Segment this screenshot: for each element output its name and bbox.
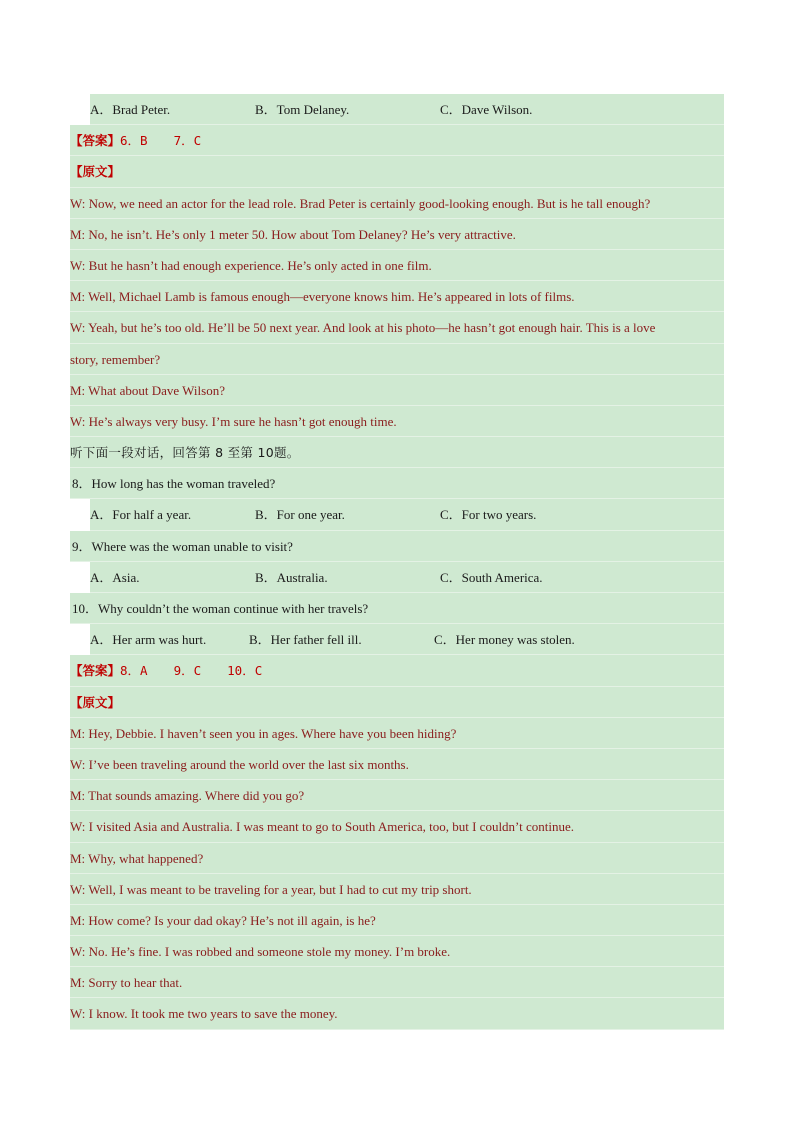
dialogue-line: M: That sounds amazing. Where did you go? — [70, 780, 724, 811]
answer-tag: 【答案】 — [70, 133, 121, 149]
dialogue-line: W: But he hasn’t had enough experience. He’s only acted in one film. — [70, 250, 724, 281]
answer-item: 10．C — [227, 663, 263, 679]
transcript-tag: 【原文】 — [70, 694, 121, 710]
content-area — [70, 94, 724, 1030]
option-c: C．Dave Wilson. — [440, 102, 533, 117]
answer-tag: 【答案】 — [70, 663, 121, 679]
answer-item: 7．C — [173, 133, 202, 149]
dialogue-line: W: Well, I was meant to be traveling for a year, but I had to cut my trip short. — [70, 874, 724, 905]
option-b: B．Australia. — [255, 569, 328, 585]
dialogue-line: W: Now, we need an actor for the lead role. Brad Peter is certainly good-looking enough. But is he tall enough? — [70, 188, 724, 219]
dialogue-line: W: He’s always very busy. I’m sure he hasn’t got enough time. — [70, 406, 724, 437]
section-instruction: 听下面一段对话，回答第 8 至第 10题。 — [70, 437, 724, 468]
option-c: C．Her money was stolen. — [434, 632, 575, 648]
options-row-q10 — [90, 624, 724, 655]
dialogue-line: W: I visited Asia and Australia. I was meant to go to South America, too, but I couldn’t continue. — [70, 811, 724, 842]
answer-item: 9．C — [173, 663, 202, 679]
transcript-heading-1 — [70, 156, 724, 187]
dialogue-line: story, remember? — [70, 344, 724, 375]
dialogue-line: M: How come? Is your dad okay? He’s not ill again, is he? — [70, 905, 724, 936]
option-a: A．Brad Peter. — [90, 102, 171, 117]
transcript-tag: 【原文】 — [70, 164, 121, 180]
option-a: A．For half a year. — [90, 507, 192, 523]
option-c: C．For two years. — [440, 507, 537, 523]
option-a: A．Asia. — [90, 569, 140, 585]
question-10: 10．Why couldn’t the woman continue with her travels? — [70, 593, 724, 624]
options-row-q8 — [90, 499, 724, 530]
question-9: 9．Where was the woman unable to visit? — [70, 531, 724, 562]
dialogue-line: W: Yeah, but he’s too old. He’ll be 50 next year. And look at his photo—he hasn’t got enough hair. This is a love — [70, 312, 724, 343]
dialogue-line: M: No, he isn’t. He’s only 1 meter 50. How about Tom Delaney? He’s very attractive. — [70, 219, 724, 250]
option-b: B．Her father fell ill. — [249, 632, 362, 648]
question-8: 8．How long has the woman traveled? — [70, 468, 724, 499]
option-b: B．Tom Delaney. — [255, 102, 350, 117]
dialogue-line: W: No. He’s fine. I was robbed and someone stole my money. I’m broke. — [70, 936, 724, 967]
transcript-heading-2 — [70, 687, 724, 718]
dialogue-line: M: Sorry to hear that. — [70, 967, 724, 998]
dialogue-line: M: What about Dave Wilson? — [70, 375, 724, 406]
option-b: B．For one year. — [255, 507, 345, 523]
dialogue-line: M: Hey, Debbie. I haven’t seen you in ages. Where have you been hiding? — [70, 718, 724, 749]
options-row-q9 — [90, 562, 724, 593]
dialogue-line: M: Well, Michael Lamb is famous enough—everyone knows him. He’s appeared in lots of films. — [70, 281, 724, 312]
answer-row-1 — [70, 125, 724, 156]
answer-row-2 — [70, 655, 724, 686]
options-row-q5 — [90, 94, 724, 125]
answer-item: 8．A — [120, 663, 148, 679]
answer-item: 6．B — [120, 133, 148, 149]
option-a: A．Her arm was hurt. — [90, 632, 207, 648]
dialogue-line: W: I know. It took me two years to save the money. — [70, 998, 724, 1029]
option-c: C．South America. — [440, 569, 543, 585]
dialogue-line: M: Why, what happened? — [70, 843, 724, 874]
dialogue-line: W: I’ve been traveling around the world over the last six months. — [70, 749, 724, 780]
